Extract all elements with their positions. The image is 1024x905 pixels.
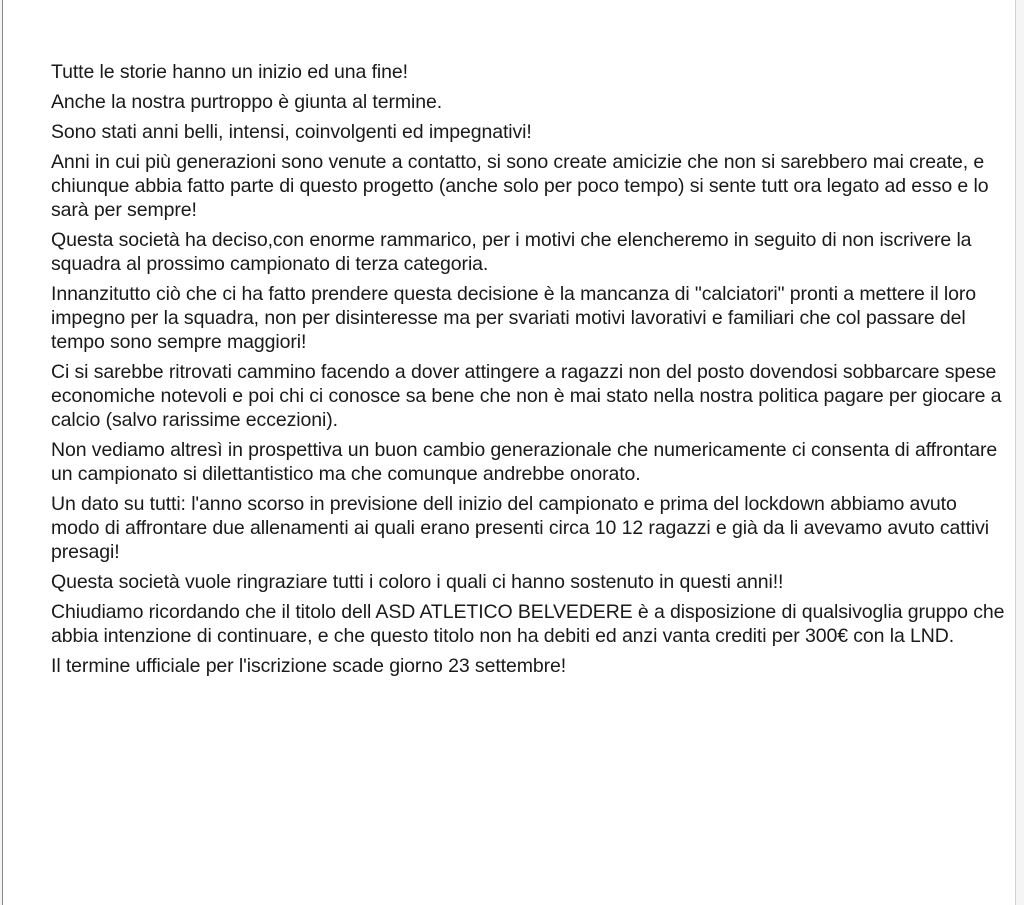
paragraph-9: Un dato su tutti: l'anno scorso in previsione dell inizio del campionato e prima del lockdown abbiamo avuto modo di affrontare due allenamenti ai quali erano presenti circa 10 12 ragazzi e già da li avevamo avuto cattivi presagi! — [51, 493, 989, 563]
paragraph-3: Sono stati anni belli, intensi, coinvolgenti ed impegnativi! — [51, 121, 532, 143]
paragraph-12: Il termine ufficiale per l'iscrizione scade giorno 23 settembre! — [51, 655, 567, 677]
paragraph-1: Tutte le storie hanno un inizio ed una fine! — [51, 61, 408, 83]
announcement-text — [51, 60, 1006, 684]
paragraph-10: Questa società vuole ringraziare tutti i coloro i quali ci hanno sostenuto in questi anni!! — [51, 571, 784, 593]
paragraph-6: Innanzitutto ciò che ci ha fatto prendere questa decisione è la mancanza di "calciatori" pronti a mettere il loro impegno per la squadra, non per disinteresse ma per svariati motivi lavorativi e familiari che col passare del tempo sono sempre maggiori! — [51, 283, 976, 353]
paragraph-5: Questa società ha deciso,con enorme rammarico, per i motivi che elencheremo in seguito di non iscrivere la squadra al prossimo campionato di terza categoria. — [51, 229, 972, 275]
paragraph-4: Anni in cui più generazioni sono venute a contatto, si sono create amicizie che non si sarebbero mai create, e chiunque abbia fatto parte di questo progetto (anche solo per poco tempo) si sente tutt ora legato ad esso e lo sarà per sempre! — [51, 151, 989, 221]
paragraph-7: Ci si sarebbe ritrovati cammino facendo a dover attingere a ragazzi non del posto dovendosi sobbarcare spese economiche notevoli e poi chi ci conosce sa bene che non è mai stato nella nostra politica pagare per giocare a calcio (salvo rarissime eccezioni). — [51, 361, 1002, 431]
paragraph-8: Non vediamo altresì in prospettiva un buon cambio generazionale che numericamente ci consenta di affrontare un campionato si dilettantistico ma che comunque andrebbe onorato. — [51, 439, 998, 485]
document-page — [2, 0, 1016, 905]
paragraph-11: Chiudiamo ricordando che il titolo dell ASD ATLETICO BELVEDERE è a disposizione di qualsivoglia gruppo che abbia intenzione di continuare, e che questo titolo non ha debiti ed anzi vanta crediti per 300€ con la LND. — [51, 601, 1005, 647]
paragraph-2: Anche la nostra purtroppo è giunta al termine. — [51, 91, 443, 113]
